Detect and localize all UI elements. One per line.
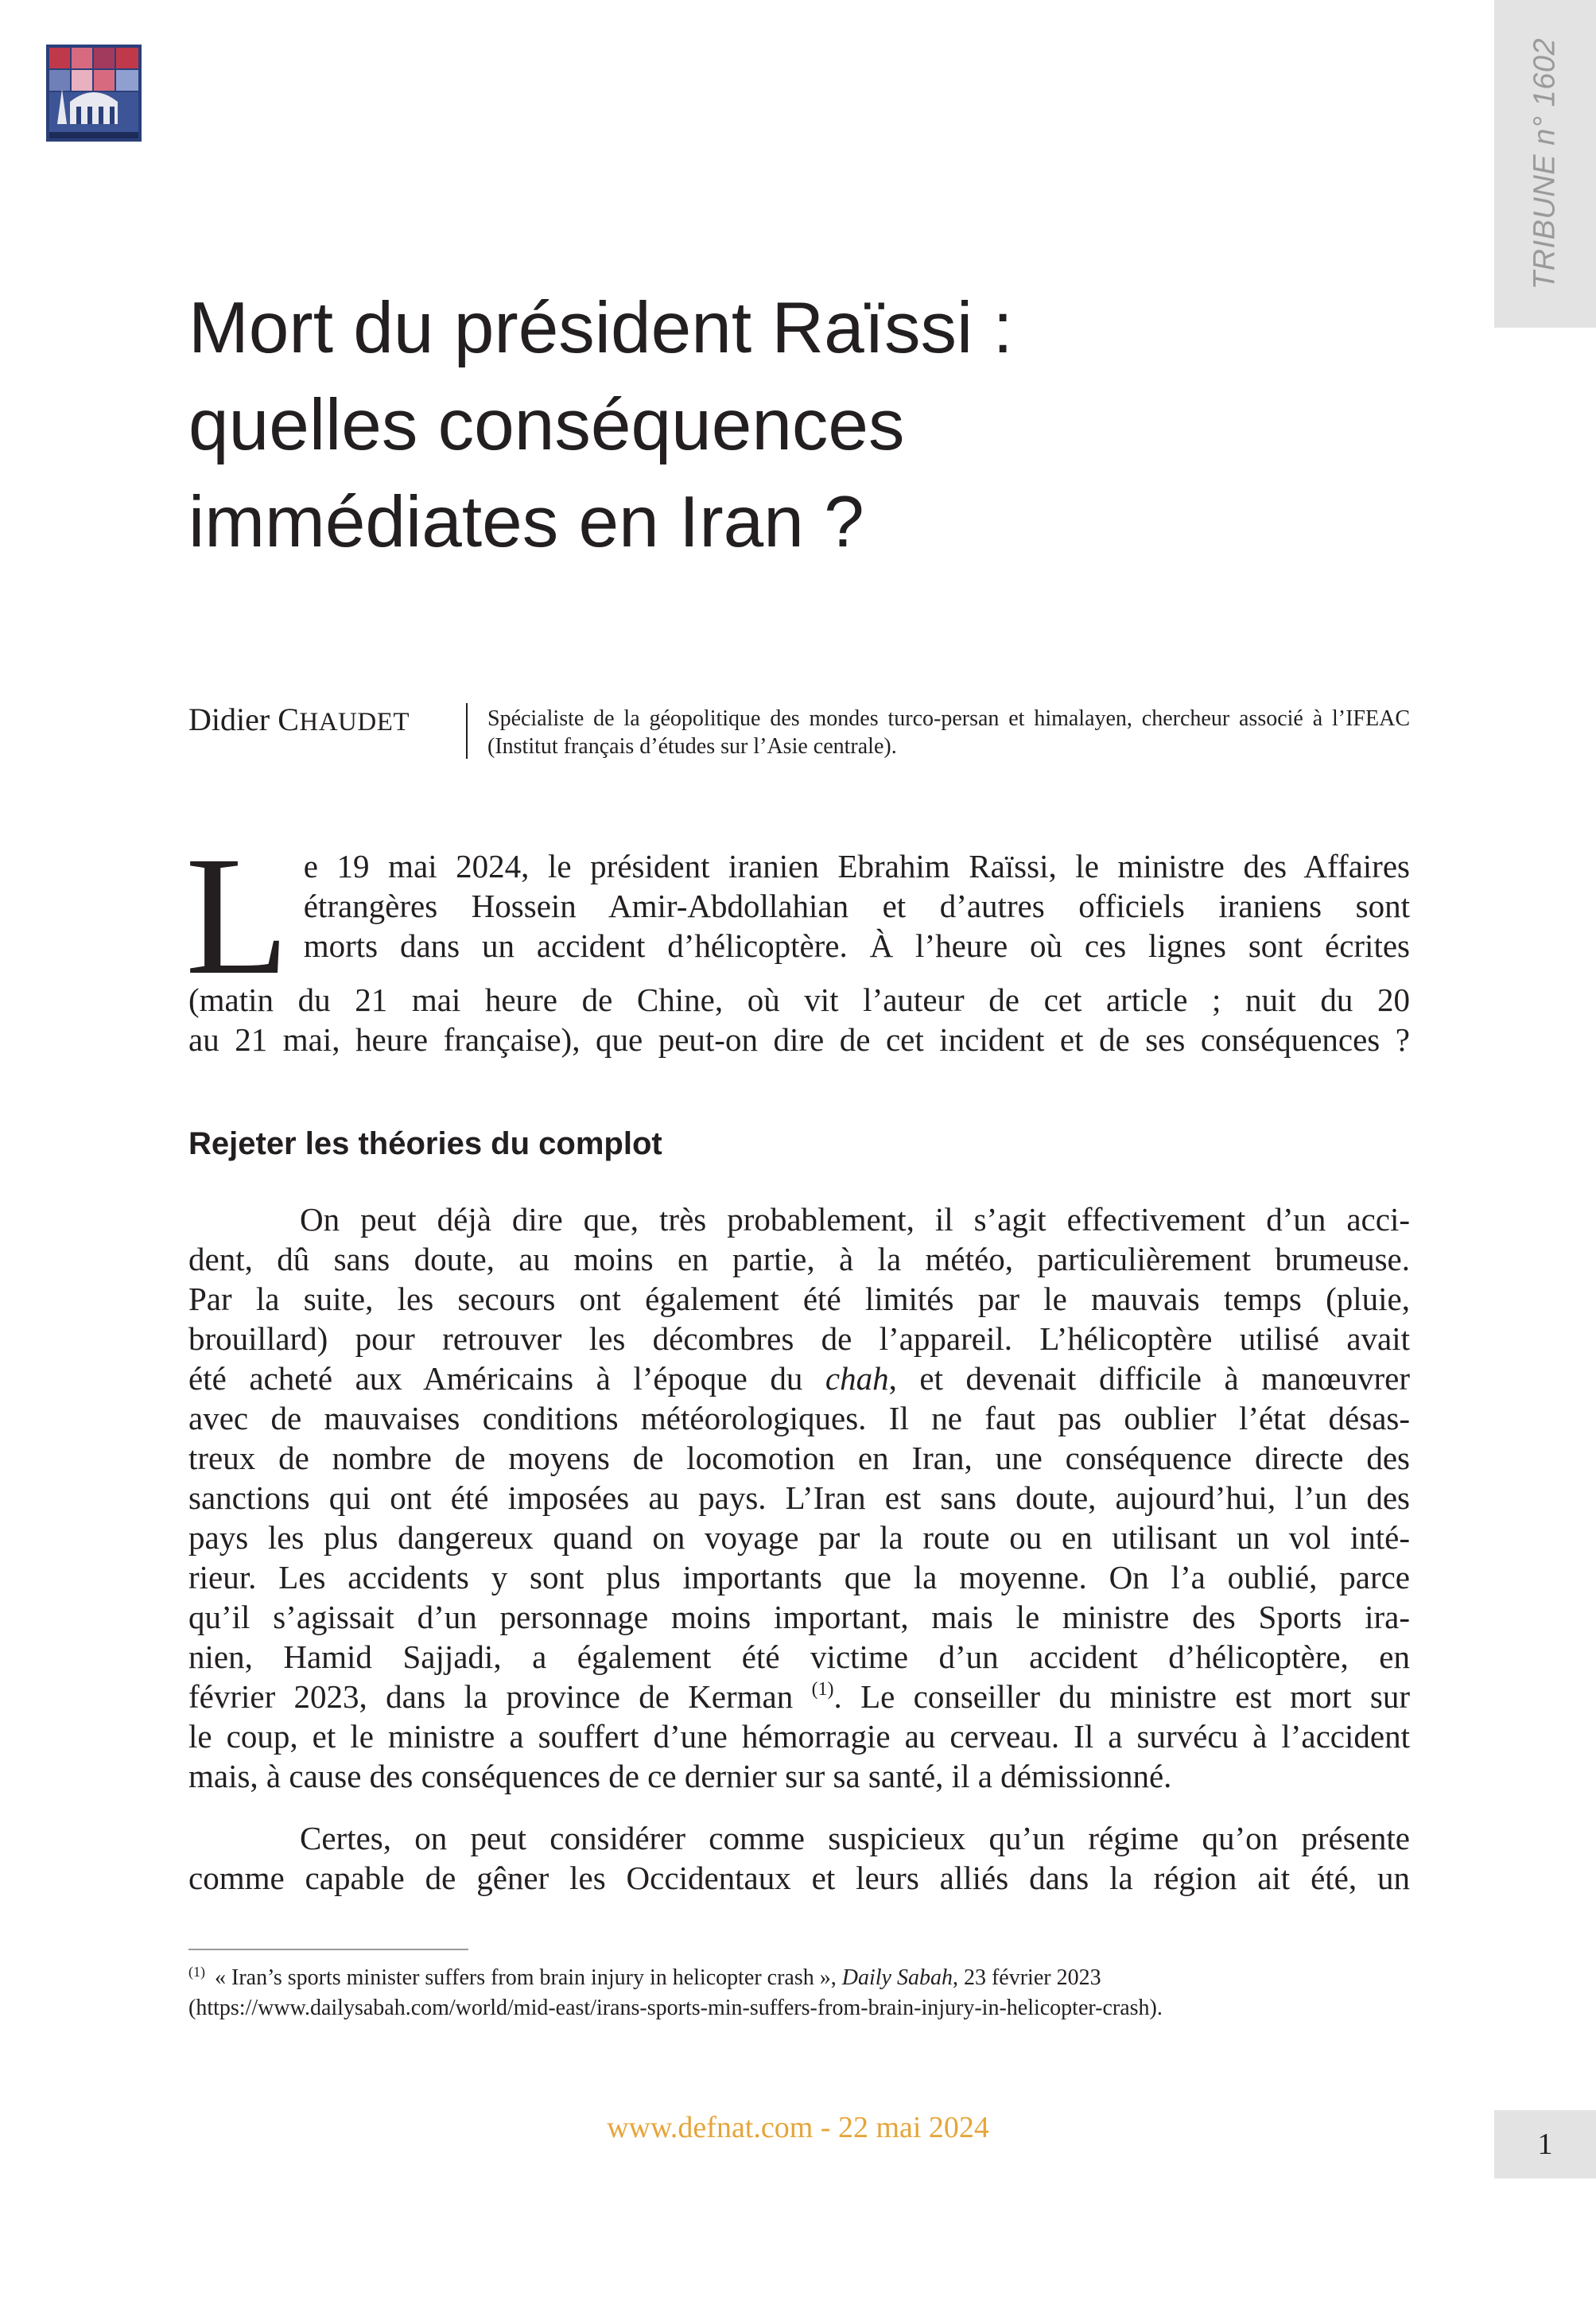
author-separator [466,703,468,759]
lead-line: e 19 mai 2024, le président iranien Ebrahim Raïssi, le ministre des Affaires [303,848,1410,884]
lead-line: au 21 mai, heure française), que peut-on dire de cet incident et de ses conséquences ? [188,1021,1410,1058]
article-title [188,280,1381,571]
page-number: 1 [1537,2128,1553,2161]
paragraph-line: nien, Hamid Sajjadi, a également été victime d’un accident d’hélicoptère, en [188,1638,1410,1675]
author-last-name-initial: C [278,702,300,737]
paragraph-line: On peut déjà dire que, très probablement, il s’agit effectivement d’un acci- [300,1201,1410,1238]
paragraph-line: le coup, et le ministre a souffert d’une hémorragie au cerveau. Il a survécu à l’accident [188,1718,1410,1755]
author-name [188,700,410,742]
building-logo-icon [46,45,142,142]
footer-url-date[interactable]: www.defnat.com - 22 mai 2024 [607,2111,989,2144]
lead-paragraph [185,822,1410,1059]
paragraph-line: treux de nombre de moyens de locomotion en Iran, une conséquence directe des [188,1440,1410,1476]
footnote-text: « Iran’s sports minister suffers from brain injury in helicopter crash », [215,1965,842,1990]
footnote-reference[interactable]: (1) [811,1679,834,1700]
paragraph-line: mais, à cause des conséquences de ce dernier sur sa santé, il a démissionné. [188,1758,1172,1794]
author-last-name-rest: HAUDET [299,708,410,737]
section-heading: Rejeter les théories du complot [188,1126,662,1161]
lead-line: morts dans un accident d’hélicoptère. À l’heure où ces lignes sont écrites [303,927,1410,964]
footnote [188,1963,1410,2023]
paragraph-line: dent, dû sans doute, au moins en partie, à la météo, particulièrement brumeuse. [188,1241,1410,1277]
paragraph-line: comme capable de gêner les Occidentaux et leurs alliés dans la région ait été, un [188,1860,1410,1896]
paragraph-line [188,1358,1410,1398]
publication-logo [46,45,142,142]
paragraph-line [188,1677,1410,1716]
footnote-rule [188,1949,468,1950]
footnote-source: Daily Sabah [841,1965,953,1990]
footnote-marker: (1) [188,1964,205,1980]
paragraph-line: Certes, on peut considérer comme suspicieux qu’un régime qu’on présente [300,1820,1410,1856]
line-text: , et devenait difficile à manœuvrer [888,1360,1411,1397]
body-paragraph-1 [188,1199,1410,1796]
title-line-2: quelles conséquences [188,385,905,465]
title-line-1: Mort du président Raïssi : [188,288,1013,368]
author-first-name: Didier [188,702,270,737]
lead-line: (matin du 21 mai heure de Chine, où vit l’auteur de cet article ; nuit du 20 [188,981,1410,1018]
drop-cap: L [185,822,289,1010]
footnote-date: , 23 février 2023 [952,1965,1101,1990]
tribune-number-label: TRIBUNE n° 1602 [1528,37,1562,290]
title-line-3: immédiates en Iran ? [188,482,864,562]
tribune-side-tab [1494,0,1596,328]
author-bio: Spécialiste de la géopolitique des mondes turco-persan et himalayen, chercheur associé à l’IFEAC (Institut français d’études sur l’Asie centrale). [487,706,1410,759]
paragraph-line: brouillard) pour retrouver les décombres de l’appareil. L’hélicoptère utilisé avait [188,1320,1410,1357]
paragraph-line: sanctions qui ont été imposées au pays. L’Iran est sans doute, aujourd’hui, l’un des [188,1479,1410,1516]
paragraph-line: rieur. Les accidents y sont plus importants que la moyenne. On l’a oublié, parce [188,1559,1410,1596]
line-text: . Le conseiller du ministre est mort sur [833,1678,1410,1715]
body-paragraph-2 [188,1818,1410,1898]
paragraph-line: qu’il s’agissait d’un personnage moins important, mais le ministre des Sports ira- [188,1599,1410,1635]
footnote-url[interactable]: (https://www.dailysabah.com/world/mid-east/irans-sports-min-suffers-from-brain-injury-in-helicopter-crash). [188,1996,1163,2020]
paragraph-line: Par la suite, les secours ont également été limités par le mauvais temps (pluie, [188,1281,1410,1317]
paragraph-line: avec de mauvaises conditions météorologiques. Il ne faut pas oublier l’état désas- [188,1400,1410,1436]
line-text: été acheté aux Américains à l’époque du [188,1360,825,1397]
author-last-name [278,702,410,737]
italic-word-chah: chah [825,1360,889,1397]
line-text: février 2023, dans la province de Kerman [188,1678,794,1715]
lead-line: étrangères Hossein Amir-Abdollahian et d’autres officiels iraniens sont [303,888,1410,924]
paragraph-line: pays les plus dangereux quand on voyage par la route ou en utilisant un vol inté- [188,1519,1410,1556]
